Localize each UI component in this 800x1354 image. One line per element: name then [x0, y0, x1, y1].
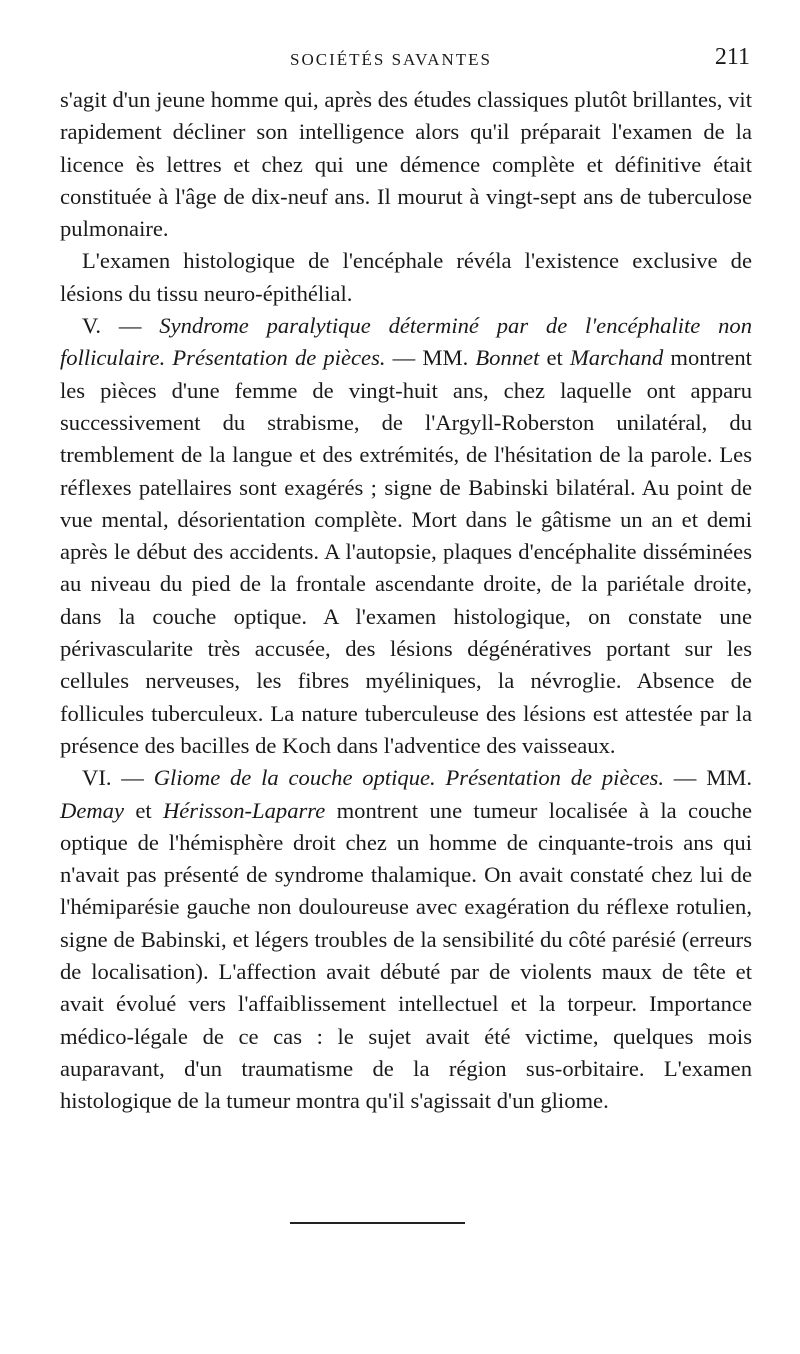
running-header — [60, 42, 750, 76]
author-conjunction: et — [546, 345, 563, 371]
section-divider — [290, 1222, 465, 1224]
paragraph-section-vi — [60, 762, 752, 1117]
section-title: Syndrome paralytique déterminé par de l'encéphalite non folliculaire. Présentation de pièces. — [60, 313, 752, 371]
author-name: Marchand — [569, 345, 664, 371]
section-body: montrent les pièces d'une femme de vingt-huit ans, chez laquelle ont apparu successivement du strabisme, de l'Argyll-Roberston unilatéral, du tremblement de la langue et des extrémités, de l'hésitation de la parole. Les réflexes patellaires sont exagérés ; signe de Babinski bilatéral. Au point de vue mental, désorientation complète. Mort dans le gâtisme un an et demi après le début des accidents. A l'autopsie, plaques d'encéphalite disséminées au niveau du pied de la frontale ascendante droite, de la pariétale droite, dans la couche optique. A l'examen histologique, on constate une périvascularite très accusée, des lésions dégénératives portant sur les cellules nerveuses, les fibres myéliniques, la névroglie. Absence de follicules tuberculeux. La nature tuberculeuse des lésions est attestée par la présence des bacilles de Koch dans l'adventice des vaisseaux. — [60, 345, 752, 758]
paragraph-section-v — [60, 310, 752, 762]
authors-prefix: — MM. — [673, 765, 753, 791]
section-number: VI. — — [82, 765, 144, 791]
section-title: Gliome de la couche optique. Présentation de pièces. — [153, 765, 664, 791]
section-body: montrent une tumeur localisée à la couche optique de l'hémisphère droit chez un homme de cinquante-trois ans qui n'avait pas présenté de syndrome thalamique. On avait constaté chez lui de l'hémiparésie gauche non douloureuse avec exagération du réflexe rotulien, signe de Babinski, et légers troubles de la sensibilité du côté parésié (erreurs de localisation). L'affection avait débuté par de violents maux de tête et avait évolué vers l'affaiblissement intellectuel et la torpeur. Importance médico-légale de ce cas : le sujet avait été victime, quelques mois auparavant, d'un traumatisme de la région sus-orbitaire. L'examen histologique de la tumeur montra qu'il s'agissait d'un gliome. — [60, 797, 752, 1114]
author-conjunction: et — [135, 797, 152, 823]
running-title: SOCIÉTÉS SAVANTES — [290, 50, 492, 69]
author-name: Demay — [60, 797, 124, 823]
author-name: Hérisson-Laparre — [162, 797, 326, 823]
body-text — [60, 84, 752, 1118]
authors-prefix: — MM. — [392, 345, 469, 371]
paragraph-histology: L'examen histologique de l'encéphale révéla l'existence exclusive de lésions du tissu neuro-épithélial. — [60, 248, 752, 306]
page-number: 211 — [714, 44, 750, 70]
author-name: Bonnet — [475, 345, 540, 371]
section-number: V. — — [82, 313, 142, 339]
paragraph-continuation: s'agit d'un jeune homme qui, après des études classiques plutôt brillantes, vit rapidement décliner son intelligence alors qu'il préparait l'examen de la licence ès lettres et chez qui une démence complète et définitive était constituée à l'âge de dix-neuf ans. Il mourut à vingt-sept ans de tuberculose pulmonaire. — [60, 87, 752, 242]
